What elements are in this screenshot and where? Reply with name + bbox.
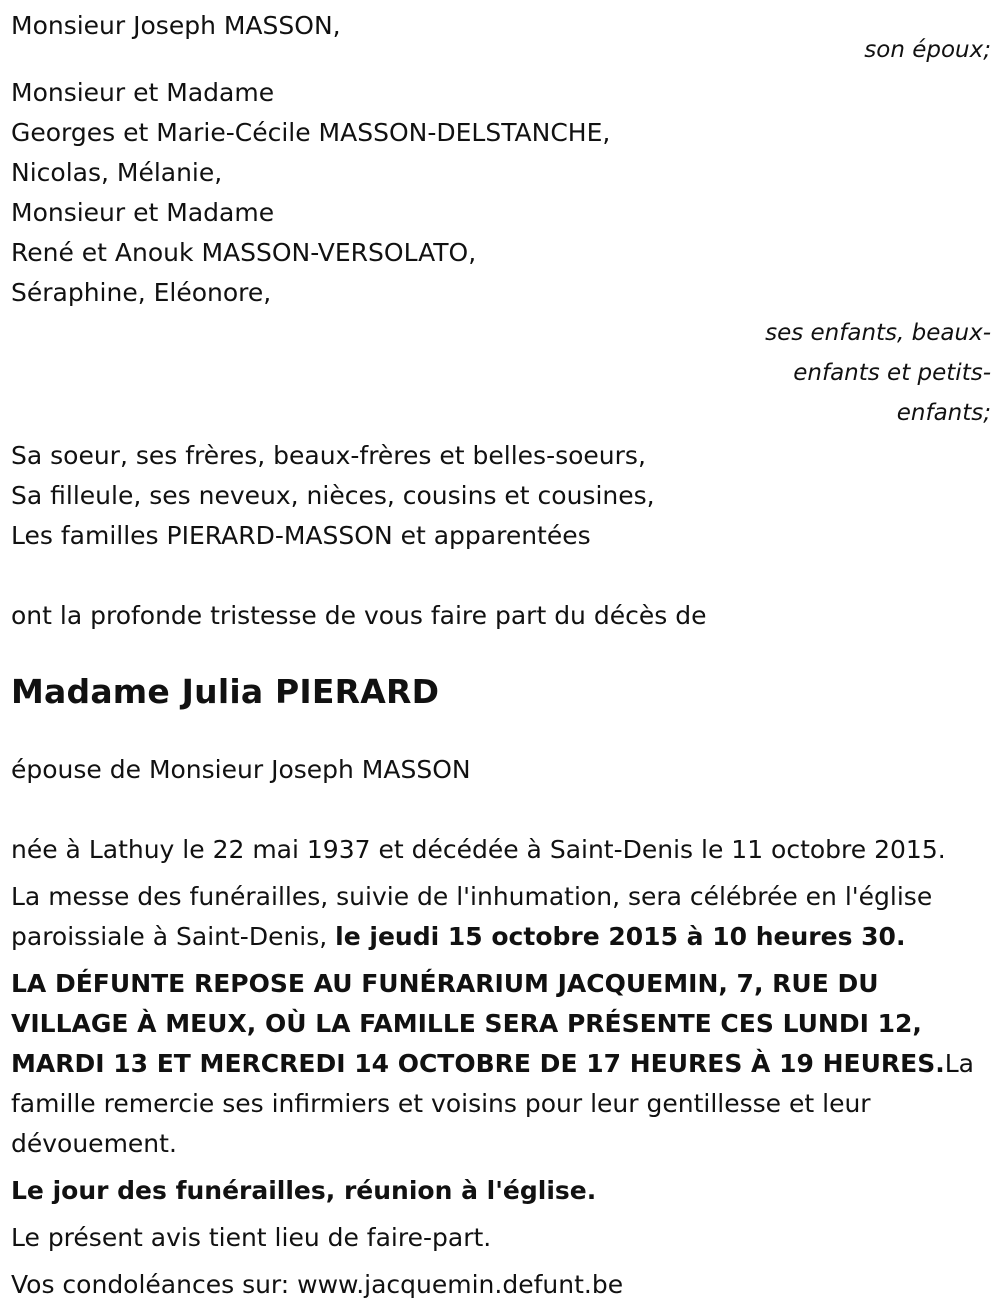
condolences-link[interactable]: Vos condoléances sur: www.jacquemin.defunt.be <box>11 1270 624 1299</box>
children-role-line: ses enfants, beaux- <box>765 320 991 346</box>
funeral-text: La messe des funérailles, suivie de l'inhumation, sera célébrée en l'église paroissiale à Saint-Denis, <box>11 882 933 951</box>
funeral-paragraph <box>11 877 991 957</box>
children-role-line: enfants; <box>896 400 991 426</box>
children-line: Monsieur et Madame <box>11 198 275 227</box>
funerarium-paragraph <box>11 964 991 1164</box>
thanks-text: La famille remercie ses infirmiers et voisins pour leur gentillesse et leur dévouement. <box>11 1049 974 1158</box>
deceased-name: Madame Julia PIERARD <box>11 672 440 711</box>
spouse-role: son époux; <box>864 37 991 63</box>
family-list <box>11 436 991 556</box>
family-line: Sa soeur, ses frères, beaux-frères et belles-soeurs, <box>11 441 646 470</box>
announcement-text: ont la profonde tristesse de vous faire part du décès de <box>11 601 707 630</box>
spouse-name: Monsieur Joseph MASSON, <box>11 11 341 40</box>
funeral-date: le jeudi 15 octobre 2015 à 10 heures 30. <box>335 922 906 951</box>
gathering-text: Le jour des funérailles, réunion à l'église. <box>11 1176 597 1205</box>
children-line: Séraphine, Eléonore, <box>11 278 272 307</box>
children-line: Monsieur et Madame <box>11 78 275 107</box>
spouse-of-text: épouse de Monsieur Joseph MASSON <box>11 755 471 784</box>
funerarium-text: LA DÉFUNTE REPOSE AU FUNÉRARIUM JACQUEMIN, 7, RUE DU VILLAGE À MEUX, OÙ LA FAMILLE SERA PRÉSENTE CES LUNDI 12, MARDI 13 ET MERCREDI 14 OCTOBRE DE 17 HEURES À 19 HEURES. <box>11 969 945 1078</box>
children-role <box>11 313 991 433</box>
children-line: Georges et Marie-Cécile MASSON-DELSTANCHE, <box>11 118 611 147</box>
obituary-notice <box>11 6 991 1305</box>
children-line: Nicolas, Mélanie, <box>11 158 223 187</box>
notice-text: Le présent avis tient lieu de faire-part. <box>11 1223 492 1252</box>
children-role-line: enfants et petits- <box>793 360 991 386</box>
birth-death-text: née à Lathuy le 22 mai 1937 et décédée à Saint-Denis le 11 octobre 2015. <box>11 835 946 864</box>
children-list <box>11 73 991 313</box>
family-line: Les familles PIERARD-MASSON et apparentées <box>11 521 591 550</box>
children-line: René et Anouk MASSON-VERSOLATO, <box>11 238 477 267</box>
family-line: Sa filleule, ses neveux, nièces, cousins et cousines, <box>11 481 655 510</box>
